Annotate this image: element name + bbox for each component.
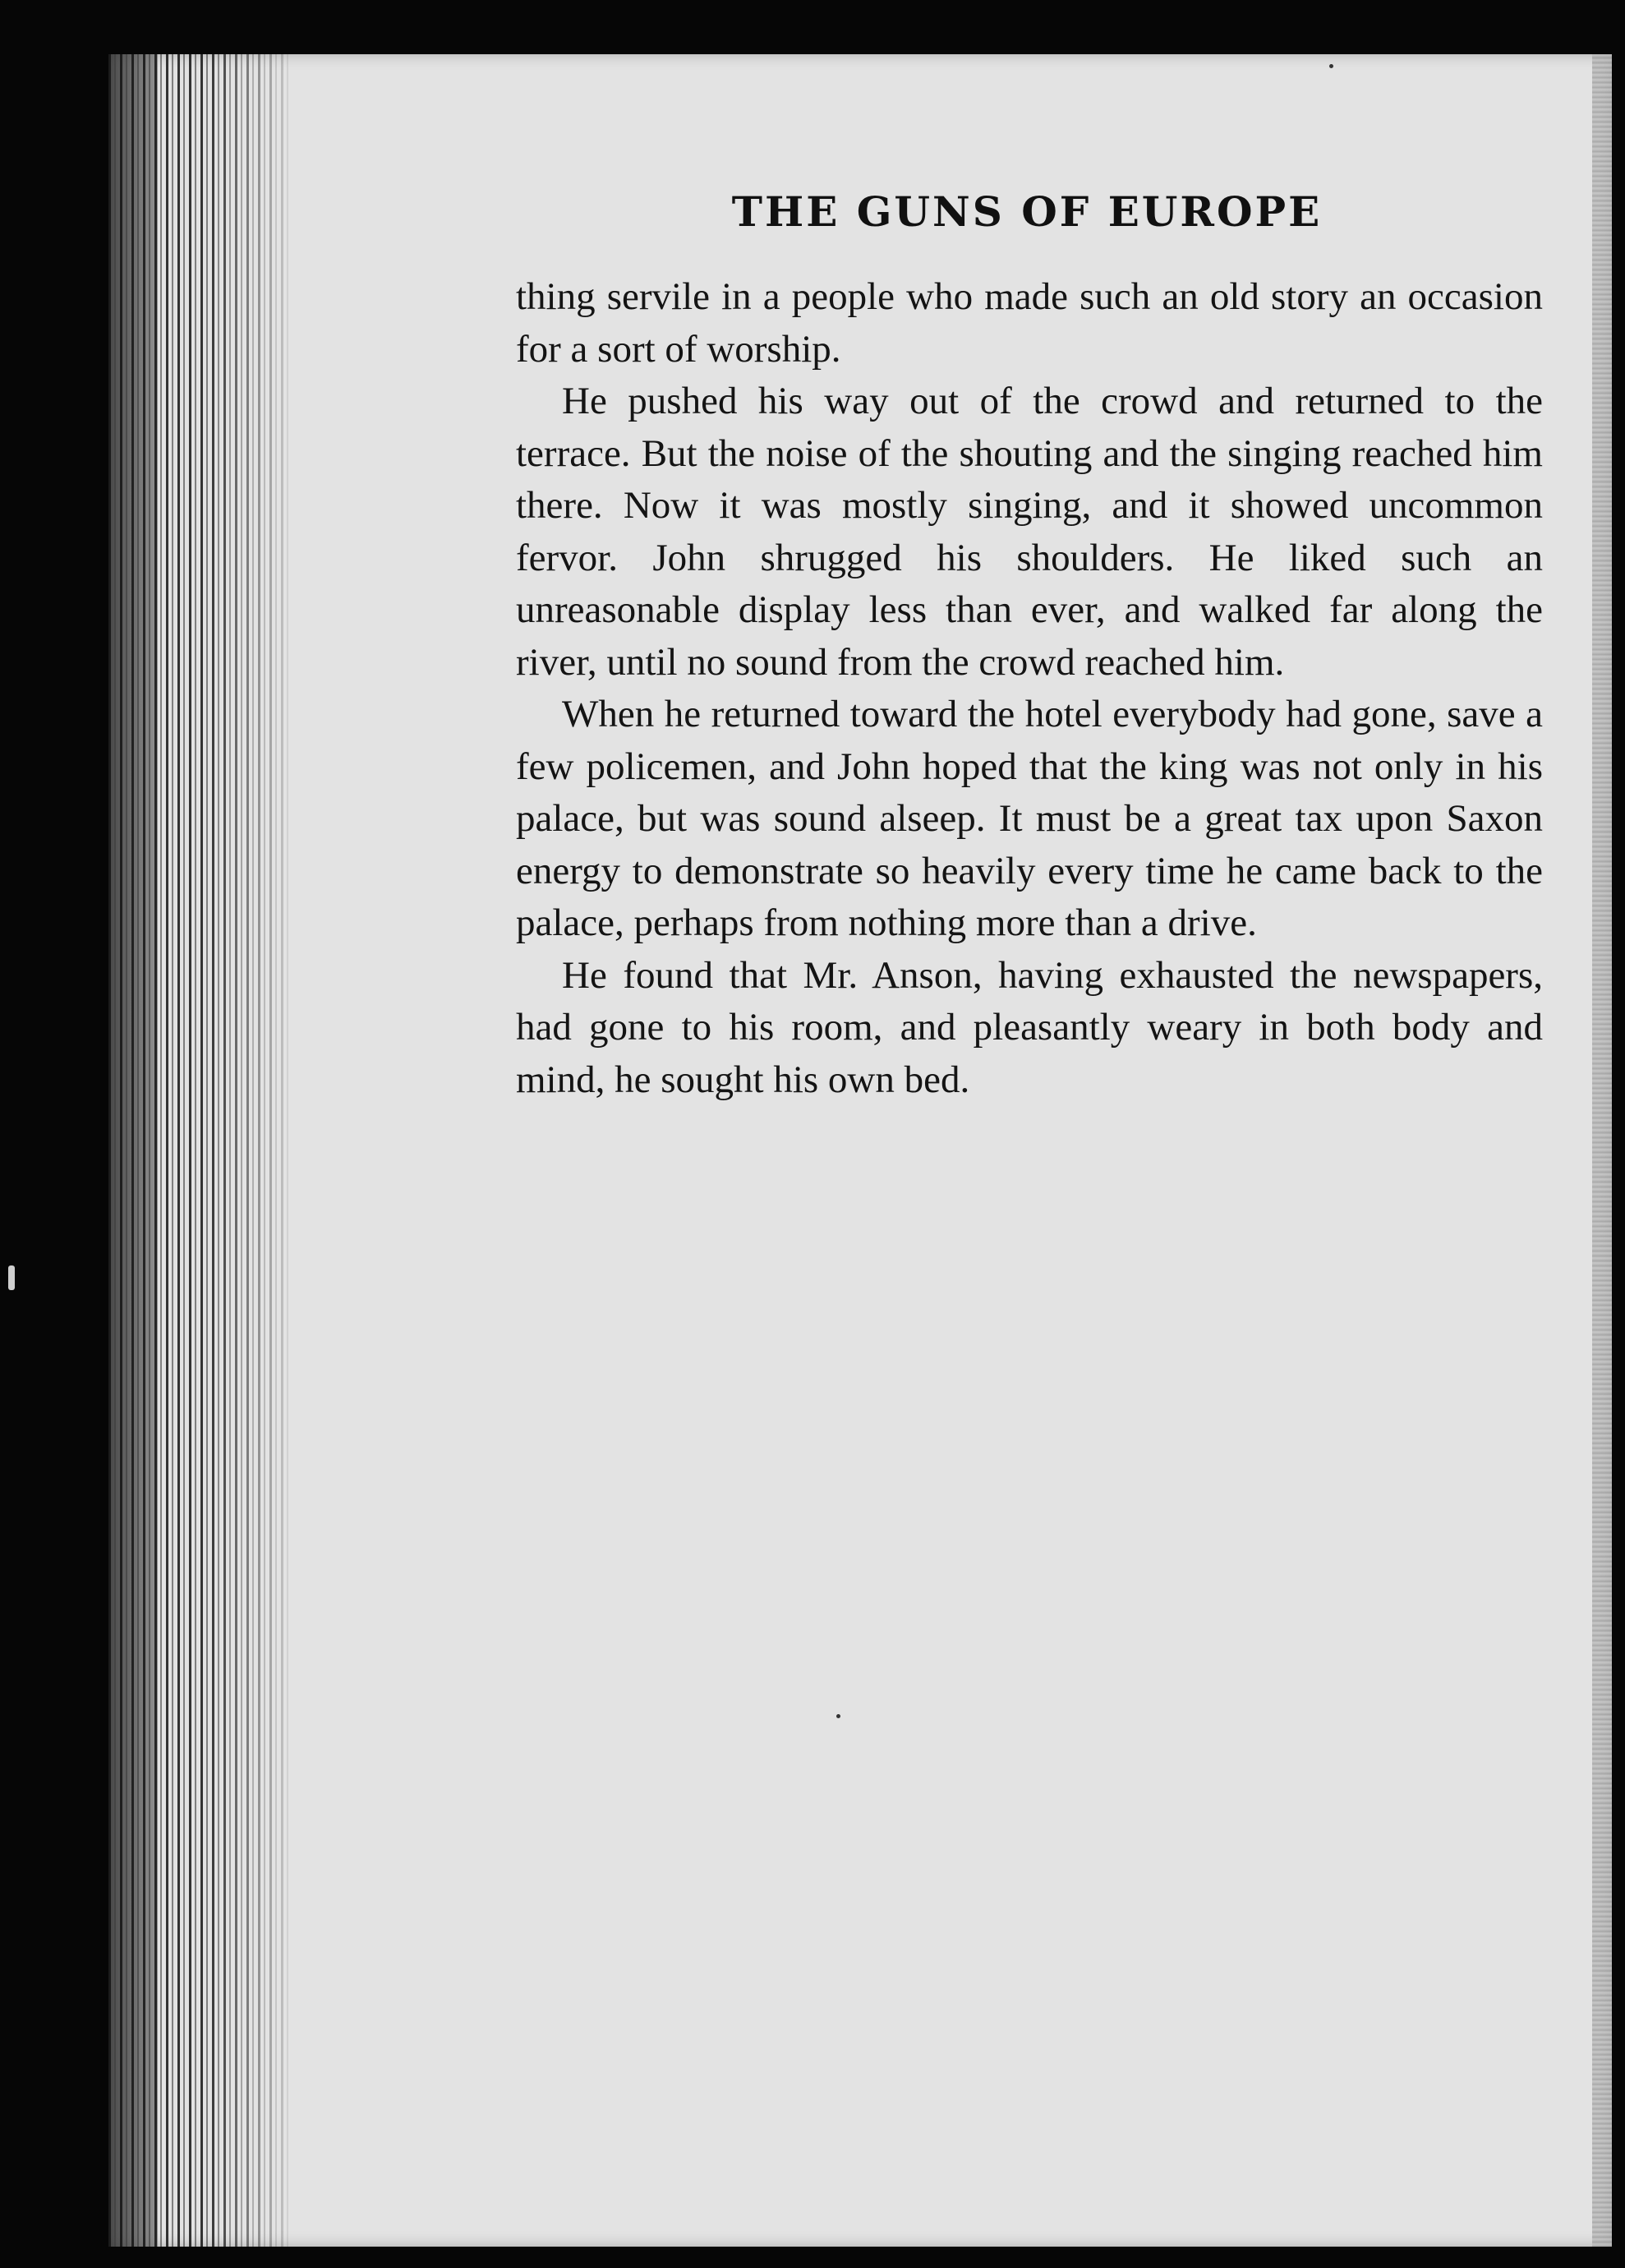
paragraph: thing servile in a people who made such an old story an occasion for a sort of worship. xyxy=(516,275,1543,371)
paragraph: When he returned toward the hotel everybody had gone, save a few policemen, and John hoped that the king was not only in his palace, but was sound alseep. It must be a great tax upon Saxon energy to demonstrate so heavily every time he came back to the palace, perhaps from nothing more than a drive. xyxy=(516,693,1543,944)
page-right-edge xyxy=(1592,54,1612,2247)
page-edges xyxy=(108,54,289,2247)
running-head: THE GUNS OF EUROPE xyxy=(731,187,1323,236)
dust-speck xyxy=(836,1714,840,1718)
dust-speck xyxy=(1329,64,1333,68)
dust-speck xyxy=(8,1265,15,1290)
paragraph: He found that Mr. Anson, having exhausted the newspapers, had gone to his room, and pleasantly weary in both body and mind, he sought his own bed. xyxy=(516,953,1543,1101)
body-text xyxy=(516,271,1543,1106)
paragraph: He pushed his way out of the crowd and returned to the terrace. But the noise of the shouting and the singing reached him there. Now it was mostly singing, and it showed uncommon fervor. John shrugged his shoulders. He liked such an unreasonable display less than ever, and walked far along the river, until no sound from the crowd reached him. xyxy=(516,380,1543,684)
